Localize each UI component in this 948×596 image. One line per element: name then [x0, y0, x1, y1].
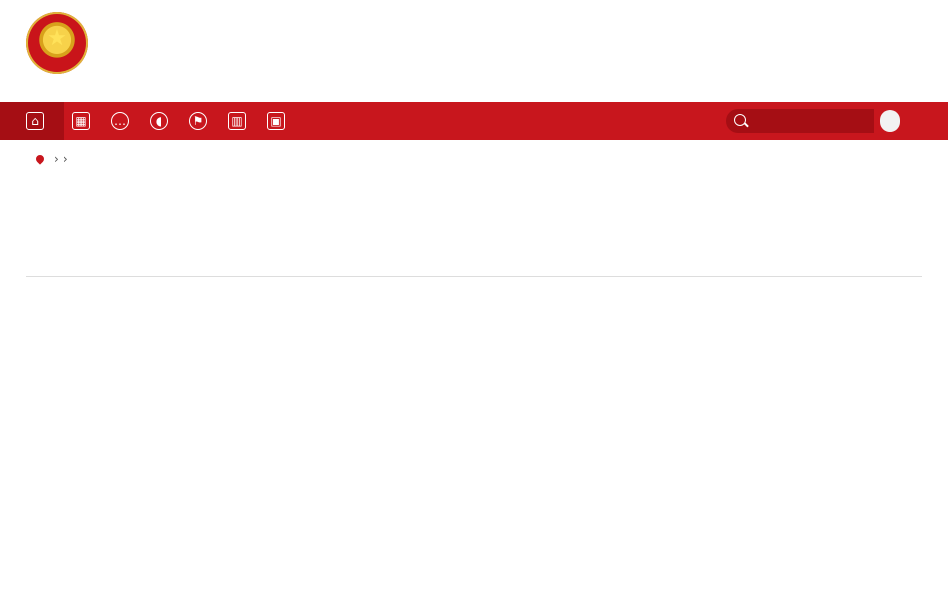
home-icon: ⌂ [26, 112, 44, 130]
location-pin-icon [34, 153, 45, 164]
chat-icon: … [111, 112, 129, 130]
grid-icon: ▦ [72, 112, 90, 130]
nav-item-info-systems[interactable] [259, 102, 298, 140]
flag-icon: ⚑ [189, 112, 207, 130]
nav-item-interaction[interactable] [103, 102, 142, 140]
search-button[interactable] [880, 110, 900, 132]
article-meta [0, 250, 948, 264]
nav-item-government-affairs[interactable] [64, 102, 103, 140]
national-emblem-icon [26, 12, 88, 74]
search-input[interactable] [726, 109, 874, 133]
breadcrumb-separator: › [62, 152, 68, 166]
meta-divider [26, 276, 922, 277]
nav-item-special-topics[interactable] [181, 102, 220, 140]
breadcrumb [36, 152, 70, 166]
nav-item-publicity[interactable] [142, 102, 181, 140]
nav-item-public-services[interactable] [220, 102, 259, 140]
search-icon [734, 114, 746, 126]
megaphone-icon: ◖ [150, 112, 168, 130]
site-header [0, 0, 948, 102]
breadcrumb-separator: › [54, 152, 59, 166]
search-box [726, 108, 926, 134]
nav-item-home[interactable] [0, 102, 64, 140]
building-icon: ▥ [228, 112, 246, 130]
apps-icon: ▣ [267, 112, 285, 130]
